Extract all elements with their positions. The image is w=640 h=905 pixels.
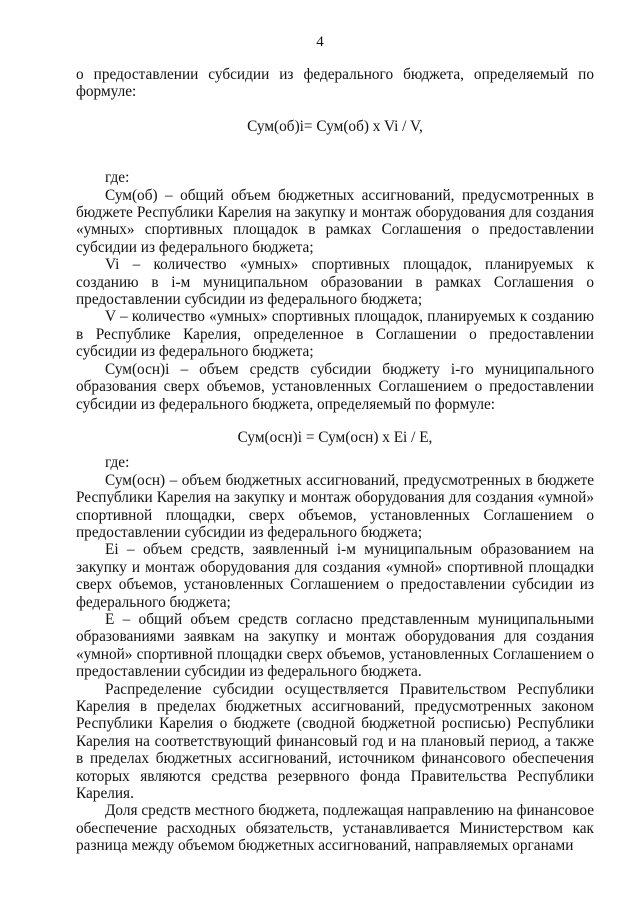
formula-sum-osn: Сум(осн)i = Сум(осн) x Ei / E, xyxy=(237,428,433,446)
document-body xyxy=(76,66,594,855)
definition-e: E – общий объем средств согласно представленным муниципальными образованиями заявкам на закупку и монтаж оборудования для создания «умной» спортивной площадки сверх объемов, установленных Соглашением о предоставлении субсидии из федерального бюджета. xyxy=(76,610,594,681)
definition-ei: Ei – объем средств, заявленный i-м муниципальным образованием на закупку и монтаж оборудования для создания «умной» спортивной площадки сверх объемов, установленных Соглашением о предоставлении субсидии из федерального бюджета; xyxy=(76,541,594,611)
paragraph-distribution: Распределение субсидии осуществляется Правительством Республики Карелия в пределах бюджетных ассигнований, предусмотренных законом Республики Карелия о бюджете (сводной бюджетной росписью) Республики Карелия на соответствующий финансовый год и на плановый период, а также в пределах бюджетных ассигнований, источником финансового обеспечения которых являются средства резервного фонда Правительства Республики Карелия. xyxy=(76,680,594,803)
paragraph-local-share: Доля средств местного бюджета, подлежащая направлению на финансовое обеспечение расходных обязательств, устанавливается Министерством как разница между объемом бюджетных ассигнований, направляемых органами xyxy=(76,802,595,855)
page-number: 4 xyxy=(316,34,324,50)
definition-v: V – количество «умных» спортивных площадок, планируемых к созданию в Республике Карелия, определенное в Соглашении о предоставлении субсидии из федерального бюджета; xyxy=(76,308,594,361)
definition-vi: Vi – количество «умных» спортивных площадок, планируемых к созданию в i-м муниципальном образовании в рамках Соглашения о предоставлении субсидии из федерального бюджета; xyxy=(76,256,594,309)
where-label-1: где: xyxy=(105,169,130,187)
definition-sum-osn-i: Сум(осн)i – объем средств субсидии бюджету i-го муниципального образования сверх объемов, установленных Соглашением о предоставлении субсидии из федерального бюджета, определяемый по формуле: xyxy=(76,360,594,413)
where-label-2: где: xyxy=(105,454,130,472)
definition-sum-osn: Сум(осн) – объем бюджетных ассигнований, предусмотренных в бюджете Республики Карелия на закупку и монтаж оборудования для создания «умной» спортивной площадки, сверх объемов, установленных Соглашением о предоставлении субсидии из федерального бюджета; xyxy=(76,471,594,541)
definition-sum-ob: Сум(об) – общий объем бюджетных ассигнований, предусмотренных в бюджете Республики Карелия на закупку и монтаж оборудования для создания «умных» спортивных площадок в рамках Соглашения о предоставлении субсидии из федерального бюджета; xyxy=(76,186,594,256)
paragraph-intro: о предоставлении субсидии из федерального бюджета, определяемый по формуле: xyxy=(76,66,594,101)
formula-sum-ob: Сум(об)i= Сум(об) x Vi / V, xyxy=(247,117,423,135)
